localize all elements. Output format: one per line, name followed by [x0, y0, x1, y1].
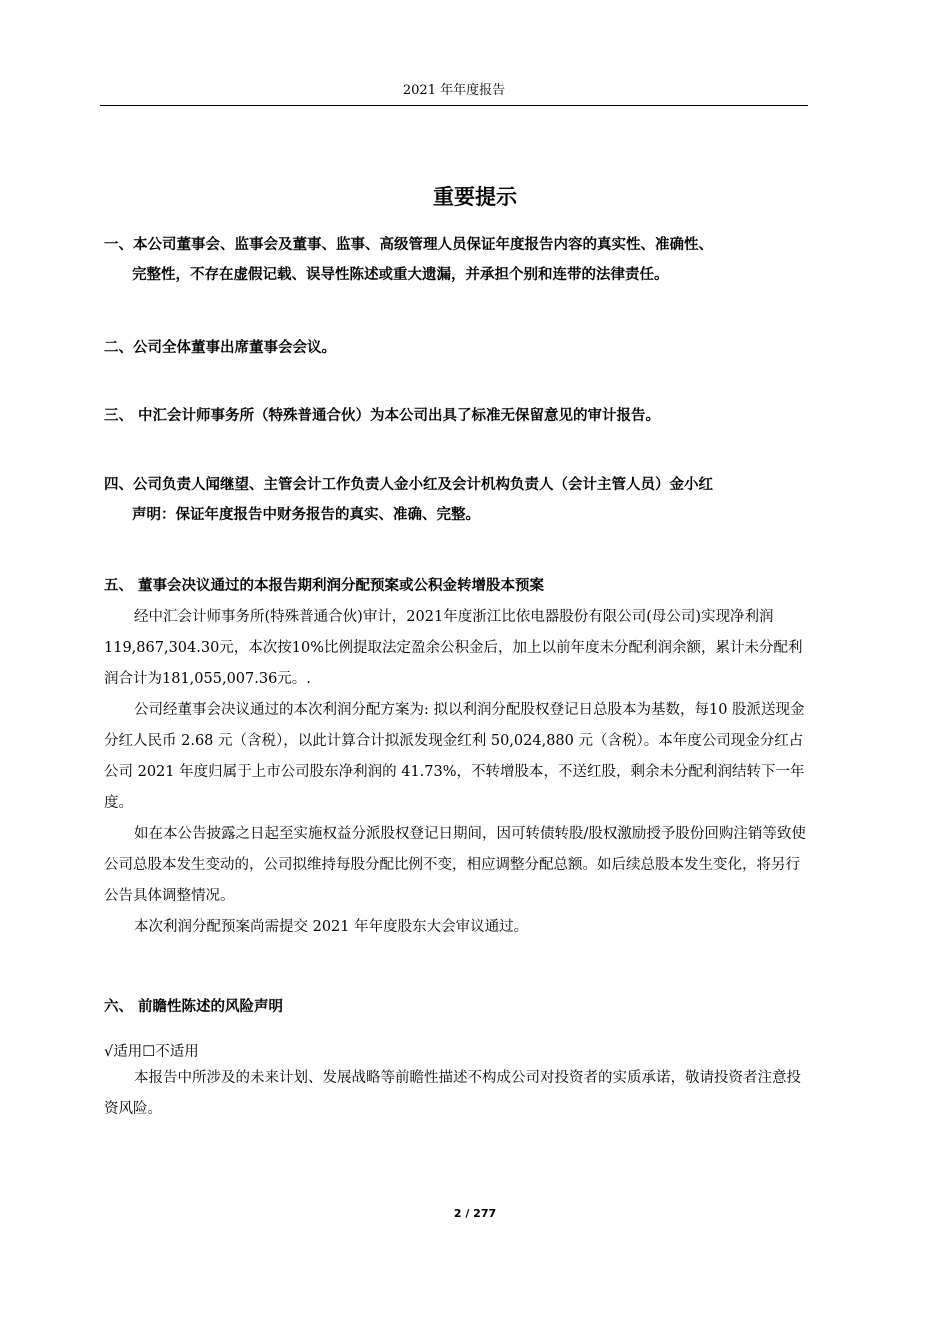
item-5-paragraph-1: 经中汇会计师事务所(特殊普通合伙)审计，2021年度浙江比依电器股份有限公司(母公司)实现净利润119,867,304.30元，本次按10%比例提取法定盈余公积金后，加上以前年度未分配利润余额，累计未分配利润合计为181,055,007.36元。.: [104, 609, 803, 687]
item-4: [104, 470, 812, 530]
item-5-paragraph-2: 公司经董事会决议通过的本次利润分配方案为: 拟以利润分配股权登记日总股本为基数，每10 股派送现金分红人民币 2.68 元（含税），以此计算合计拟派发现金红利 50,024,880 元（含税）。本年度公司现金分红占公司 2021 年度归属于上市公司股东净利润的 41.73%，不转增股本，不送红股，剩余未分配利润结转下一年度。: [104, 702, 805, 811]
page-number: 2 / 277: [453, 1207, 497, 1220]
item-4-line-1: 四、公司负责人闻继望、主管会计工作负责人金小红及会计机构负责人（会计主管人员）金小红: [104, 477, 713, 493]
item-6-body: [104, 1063, 812, 1125]
item-2: 二、公司全体董事出席董事会会议。: [104, 340, 336, 356]
page-header: 2021 年年度报告: [402, 83, 506, 98]
item-1-line-2: 完整性，不存在虚假记载、误导性陈述或重大遗漏，并承担个别和连带的法律责任。: [132, 267, 669, 283]
page-title: 重要提示: [433, 185, 517, 209]
item-3: 三、 中汇会计师事务所（特殊普通合伙）为本公司出具了标准无保留意见的审计报告。: [104, 408, 661, 424]
item-5-paragraph-4: 本次利润分配预案尚需提交 2021 年年度股东大会审议通过。: [134, 919, 529, 935]
item-5-heading: 五、 董事会决议通过的本报告期利润分配预案或公积金转增股本预案: [104, 578, 545, 594]
item-6-paragraph-1: 本报告中所涉及的未来计划、发展战略等前瞻性描述不构成公司对投资者的实质承诺，敬请投资者注意投资风险。: [104, 1070, 801, 1117]
item-1: [104, 230, 812, 290]
item-6-heading: 六、 前瞻性陈述的风险声明: [104, 999, 284, 1015]
item-6-applicability: √适用☐不适用: [104, 1044, 199, 1060]
item-5-body: [104, 602, 812, 943]
item-1-line-1: 一、本公司董事会、监事会及董事、监事、高级管理人员保证年度报告内容的真实性、准确性、: [104, 237, 713, 253]
header-rule: [100, 105, 808, 106]
item-4-line-2: 声明：保证年度报告中财务报告的真实、准确、完整。: [132, 507, 480, 523]
item-5-paragraph-3: 如在本公告披露之日起至实施权益分派股权登记日期间，因可转债转股/股权激励授予股份回购注销等致使公司总股本发生变动的，公司拟维持每股分配比例不变，相应调整分配总额。如后续总股本发生变化，将另行公告具体调整情况。: [104, 826, 806, 904]
